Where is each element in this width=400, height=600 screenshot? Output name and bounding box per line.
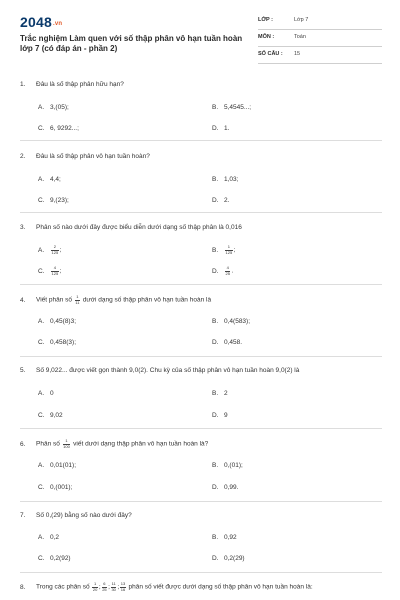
option-text: 9 [224,412,228,419]
question-number: 2. [20,153,26,160]
meta-row-class [258,14,382,30]
option-text: 4,4; [50,176,61,183]
option-a[interactable] [38,245,62,255]
header [20,14,382,60]
logo-suffix: .vn [52,21,63,27]
option-letter: D. [212,412,219,419]
question-text: 8. Trong các phân số $\frac{1}{20}$ ; $\frac{6}{25}$ ; $\frac{11}{30}$ ; $\frac{13}{16}$ phân số viết được dưới dạng số thập phân vô hạn tuần hoàn là: [20,581,313,592]
option-letter: A. [38,246,45,254]
question-fraction [120,582,125,592]
option-suffix: ; [59,267,62,275]
fraction-denominator: 125 [225,249,233,255]
question-stem: Số 0,(29) bằng số nào dưới đây? [36,512,132,519]
question-number: 3. [20,224,26,231]
option-letter: B. [212,534,219,541]
option-letter: C. [38,267,45,275]
option-letter: B. [212,176,219,183]
question-text [20,153,150,160]
option-a[interactable] [38,390,54,397]
option-letter: B. [212,246,219,254]
fraction-numerator: 4 [51,266,59,272]
option-letter: D. [212,267,219,275]
option-d[interactable] [212,412,228,419]
option-d[interactable] [212,339,242,346]
question-stem: Đâu là số thập phân hữu hạn? [36,81,124,88]
question-text [20,439,208,449]
option-text: 1. [224,125,230,132]
question-stem-after: phân số viết được dưới dạng số thập phân vô hạn tuần hoàn là: [128,583,313,591]
meta-value: Lớp 7 [294,17,309,23]
option-text: 0,2(29) [224,555,245,562]
option-suffix: ; [59,246,62,254]
option-b[interactable] [212,390,228,397]
question-fraction [102,582,107,592]
option-letter: C. [38,197,45,204]
question-stem-before: Trong các phân số [36,583,90,591]
option-suffix: ; [233,246,236,254]
option-letter: D. [212,125,219,132]
divider [20,212,382,213]
option-text: 6, 9292...; [50,125,79,132]
option-c[interactable] [38,197,69,204]
option-text: 2 [224,390,228,397]
option-d[interactable] [212,555,245,562]
option-a[interactable] [38,176,61,183]
question-stem-after: viết dưới dạng thập phân vô hạn tuần hoàn là? [73,440,209,448]
option-letter: D. [212,339,219,346]
question-stem: Phân số nào dưới đây được biểu diễn dưới dạng số thập phân là 0,016 [36,224,242,231]
option-b[interactable] [212,104,251,111]
option-text: 1,03; [224,176,239,183]
option-letter: A. [38,176,45,183]
fraction-denominator: 125 [51,270,59,276]
option-c[interactable] [38,339,76,346]
option-b[interactable] [212,176,238,183]
question-fraction [92,582,97,592]
option-text: 3,(05); [50,104,69,111]
option-fraction [225,266,230,276]
fraction-numerator: 6 [103,581,106,586]
option-text: 9,02 [50,412,63,419]
option-text: 0,(001); [50,484,73,491]
meta-info [258,14,382,65]
option-letter: A. [38,318,45,325]
option-text: 0,4(583); [224,318,251,325]
option-suffix: . [231,267,234,275]
option-letter: B. [212,104,219,111]
divider [20,428,382,429]
option-text: 0 [50,390,54,397]
option-a[interactable] [38,104,69,111]
question-text [20,81,124,88]
option-letter: C. [38,555,45,562]
fraction-denominator: 25 [102,586,107,592]
option-c[interactable] [38,125,79,132]
question-fraction [63,439,71,449]
fraction-numerator: 4 [226,265,229,270]
divider [20,356,382,357]
question-stem-after: dưới dạng số thập phân vô hạn tuần hoàn là [82,296,212,304]
question-text [20,512,132,519]
option-letter: B. [212,318,219,325]
meta-row-count [258,48,382,64]
option-letter: D. [212,484,219,491]
option-text: 0,99. [224,484,239,491]
option-b[interactable] [212,462,243,469]
option-letter: B. [212,390,219,397]
meta-label: LỚP : [258,17,273,23]
fraction-numerator: 1 [63,439,71,445]
option-text: 2. [224,197,230,204]
option-b[interactable] [212,318,250,325]
logo-main: 2048 [20,14,52,30]
question-fraction [75,295,80,305]
option-letter: A. [38,390,45,397]
option-text: 0,2(92) [50,555,71,562]
option-d[interactable] [212,197,229,204]
fraction-numerator: 11 [111,581,116,586]
option-c[interactable] [38,555,71,562]
option-text: 0,2 [50,534,60,541]
meta-value: Toán [294,34,306,40]
fraction-numerator: 2 [51,245,59,251]
option-a[interactable] [38,462,76,469]
divider [20,572,382,573]
question-text [20,224,242,231]
question-fraction [111,582,116,592]
option-c[interactable] [38,484,72,491]
meta-label: MÔN : [258,34,275,40]
option-letter: C. [38,484,45,491]
worksheet-title: Trắc nghiệm Làm quen với số thập phân vô hạn tuần hoàn lớp 7 (có đáp án - phần 2) [20,34,243,53]
option-c[interactable] [38,412,63,419]
option-text: 9,(23); [50,197,69,204]
question-text [20,367,299,374]
divider [20,140,382,141]
question-stem-before: Viết phân số [36,296,73,304]
option-text: 0,45(8)3; [50,318,77,325]
option-d[interactable] [212,266,233,276]
fraction-denominator: 30 [111,586,116,592]
meta-row-subject [258,31,382,47]
option-text: 0,(01); [224,462,243,469]
option-letter: C. [38,125,45,132]
fraction-denominator: 20 [92,586,98,592]
fraction-denominator: 11 [75,299,80,305]
fraction-denominator: 125 [51,249,59,255]
meta-label: SỐ CÂU : [258,51,283,57]
option-letter: D. [212,197,219,204]
divider [20,501,382,502]
option-letter: A. [38,462,45,469]
option-fraction [225,245,233,255]
divider [20,284,382,285]
option-text: 0,458. [224,339,243,346]
question-stem: Đâu là số thập phân vô hạn tuần hoàn? [36,153,150,160]
question-number: 7. [20,512,26,519]
question-number: 4. [20,296,26,304]
option-b[interactable] [212,245,236,255]
option-c[interactable] [38,266,62,276]
option-letter: C. [38,412,45,419]
option-a[interactable] [38,534,59,541]
option-letter: B. [212,462,219,469]
question-number: 8. [20,583,26,591]
question-number: 1. [20,81,26,88]
option-letter: D. [212,555,219,562]
option-b[interactable] [212,534,237,541]
meta-value: 15 [294,51,301,57]
option-letter: A. [38,104,45,111]
option-fraction [51,245,59,255]
fraction-denominator: 16 [120,586,126,592]
fraction-numerator: 1 [225,245,233,251]
question-stem: Số 9,022... được viết gọn thành 9,0(2). Chu kỳ của số thập phân vô hạn tuần hoàn 9,0(2) là [36,367,300,374]
option-text: 0,458(3); [50,339,77,346]
option-text: 5,4545...; [224,104,252,111]
option-text: 0,01(01); [50,462,77,469]
question-stem-before: Phân số [36,440,60,448]
fraction-numerator: 1 [76,294,79,299]
question-number: 5. [20,367,26,374]
option-text: 0,92 [224,534,237,541]
fraction-numerator: 13 [120,581,126,586]
question-number: 6. [20,440,26,448]
option-d[interactable] [212,484,238,491]
fraction-denominator: 100 [63,443,70,449]
fraction-numerator: 1 [94,581,97,586]
question-text [20,295,211,305]
option-d[interactable] [212,125,229,132]
option-letter: C. [38,339,45,346]
option-fraction [51,266,59,276]
fraction-denominator: 25 [225,270,230,276]
option-a[interactable] [38,318,76,325]
site-logo[interactable] [20,14,62,30]
option-letter: A. [38,534,45,541]
